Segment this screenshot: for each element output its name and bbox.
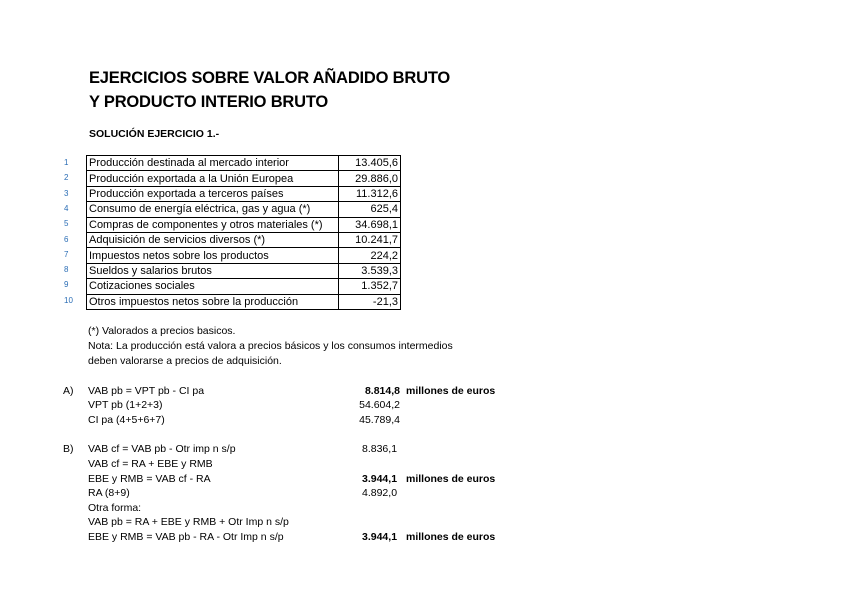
table-row [87,202,401,217]
section-b-ebe-value: 3.944,1 [362,473,398,485]
row-number: 3 [64,188,69,198]
row-label: Producción exportada a terceros países [87,186,339,201]
section-a-vab-value: 8.814,8 [364,385,400,397]
section-b-unit2: millones de euros [406,531,496,543]
row-label: Producción destinada al mercado interior [87,156,339,171]
table-row [87,171,401,186]
row-value: 625,4 [339,202,401,217]
table-row [87,248,401,263]
row-value: 11.312,6 [339,186,401,201]
section-b-vabcf-value: 8.836,1 [362,443,398,455]
section-a-ci-label: CI pa (4+5+6+7) [88,414,165,426]
section-a-marker: A) [63,385,74,397]
row-number: 6 [64,234,69,244]
section-b-other-way: Otra forma: [88,502,142,514]
section-a-unit: millones de euros [406,385,496,397]
row-label: Impuestos netos sobre los productos [87,248,339,263]
section-b-formula5: EBE y RMB = VAB pb - RA - Otr Imp n s/p [88,531,284,543]
data-table [86,155,401,310]
row-number: 4 [64,203,69,213]
solution-heading: SOLUCIÓN EJERCICIO 1.- [89,128,220,140]
section-b-formula4: VAB pb = RA + EBE y RMB + Otr Imp n s/p [88,516,289,528]
row-label: Producción exportada a la Unión Europea [87,171,339,186]
section-b-formula3: EBE y RMB = VAB cf - RA [88,473,211,485]
row-value: 34.698,1 [339,217,401,232]
row-value: 10.241,7 [339,232,401,247]
table-row [87,263,401,278]
table-row [87,186,401,201]
table-row [87,156,401,171]
page-title-line2: Y PRODUCTO INTERIO BRUTO [89,93,329,111]
row-value: -21,3 [339,294,401,309]
row-number: 7 [64,249,69,259]
row-number: 8 [64,265,69,275]
note-line2: deben valorarse a precios de adquisición. [88,355,282,367]
section-b-marker: B) [63,443,74,455]
row-value: 224,2 [339,248,401,263]
table-row [87,279,401,294]
row-number: 2 [64,173,69,183]
section-b-unit1: millones de euros [406,473,496,485]
table-row [87,294,401,309]
row-value: 13.405,6 [339,156,401,171]
row-label: Otros impuestos netos sobre la producción [87,294,339,309]
page-title-line1: EJERCICIOS SOBRE VALOR AÑADIDO BRUTO [89,69,451,87]
section-b-ebe-value2: 3.944,1 [362,531,398,543]
row-number: 9 [64,280,69,290]
row-label: Cotizaciones sociales [87,279,339,294]
row-label: Adquisición de servicios diversos (*) [87,232,339,247]
row-value: 29.886,0 [339,171,401,186]
row-label: Consumo de energía eléctrica, gas y agua (*) [87,202,339,217]
row-value: 3.539,3 [339,263,401,278]
section-b-ra-value: 4.892,0 [362,487,398,499]
section-b-formula1: VAB cf = VAB pb - Otr imp n s/p [88,443,236,455]
row-number: 1 [64,158,69,167]
section-b-ra-label: RA (8+9) [88,487,130,499]
note-line1: Nota: La producción está valora a precios básicos y los consumos intermedios [88,340,453,352]
section-a-ci-value: 45.789,4 [359,414,400,426]
section-a-vpt-value: 54.604,2 [359,399,400,411]
row-number: 10 [64,295,73,305]
section-b-formula2: VAB cf = RA + EBE y RMB [88,458,213,470]
section-a-vpt-label: VPT pb (1+2+3) [88,399,163,411]
row-label: Sueldos y salarios brutos [87,263,339,278]
table-row [87,217,401,232]
row-label: Compras de componentes y otros materiales (*) [87,217,339,232]
note-valued: (*) Valorados a precios basicos. [88,325,236,337]
row-number: 5 [64,219,69,229]
section-a-formula: VAB pb = VPT pb - CI pa [88,385,205,397]
table-row [87,232,401,247]
row-value: 1.352,7 [339,279,401,294]
